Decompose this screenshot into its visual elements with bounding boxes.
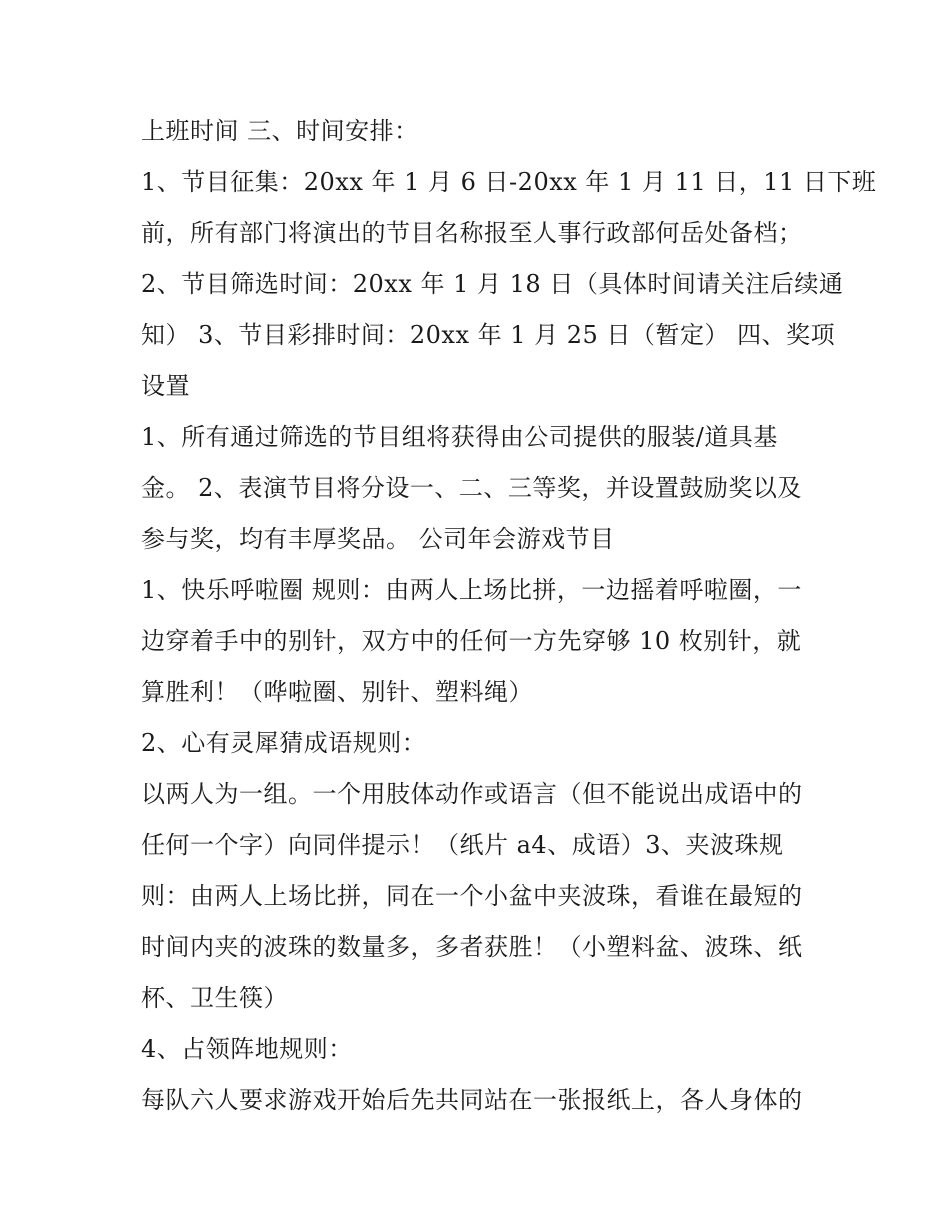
text-line: 任何一个字）向同伴提示！（纸片 a4、成语）3、夹波珠规	[141, 831, 784, 859]
text-line: 参与奖，均有丰厚奖品。 公司年会游戏节目	[141, 525, 615, 553]
text-line: 4、占领阵地规则：	[141, 1035, 353, 1063]
text-line: 知） 3、节目彩排时间：20xx 年 1 月 25 日（暂定） 四、奖项	[141, 321, 836, 349]
text-line: 每队六人要求游戏开始后先共同站在一张报纸上，各人身体的	[141, 1086, 803, 1114]
text-line: 1、所有通过筛选的节目组将获得由公司提供的服装/道具基	[141, 423, 778, 451]
document-body	[141, 111, 877, 1131]
text-line: 边穿着手中的别针，双方中的任何一方先穿够 10 枚别针，就	[141, 627, 802, 655]
text-line: 则：由两人上场比拼，同在一个小盆中夹波珠，看谁在最短的	[141, 882, 803, 910]
text-line: 时间内夹的波珠的数量多，多者获胜！（小塑料盆、波珠、纸	[141, 933, 803, 961]
text-line: 设置	[141, 372, 190, 400]
text-line: 算胜利！（哗啦圈、别针、塑料绳）	[141, 678, 533, 706]
text-line: 1、节目征集：20xx 年 1 月 6 日-20xx 年 1 月 11 日，11 日下班	[141, 168, 877, 196]
text-line: 2、心有灵犀猜成语规则：	[141, 729, 427, 757]
text-line: 1、快乐呼啦圈 规则：由两人上场比拼，一边摇着呼啦圈，一	[141, 576, 802, 604]
text-line: 上班时间 三、时间安排：	[141, 117, 419, 145]
text-line: 前，所有部门将演出的节目名称报至人事行政部何岳处备档；	[141, 219, 803, 247]
text-line: 金。 2、表演节目将分设一、二、三等奖，并设置鼓励奖以及	[141, 474, 802, 502]
text-line: 以两人为一组。一个用肢体动作或语言（但不能说出成语中的	[141, 780, 803, 808]
text-line: 杯、卫生筷）	[141, 984, 288, 1012]
text-line: 2、节目筛选时间：20xx 年 1 月 18 日（具体时间请关注后续通	[141, 270, 844, 298]
